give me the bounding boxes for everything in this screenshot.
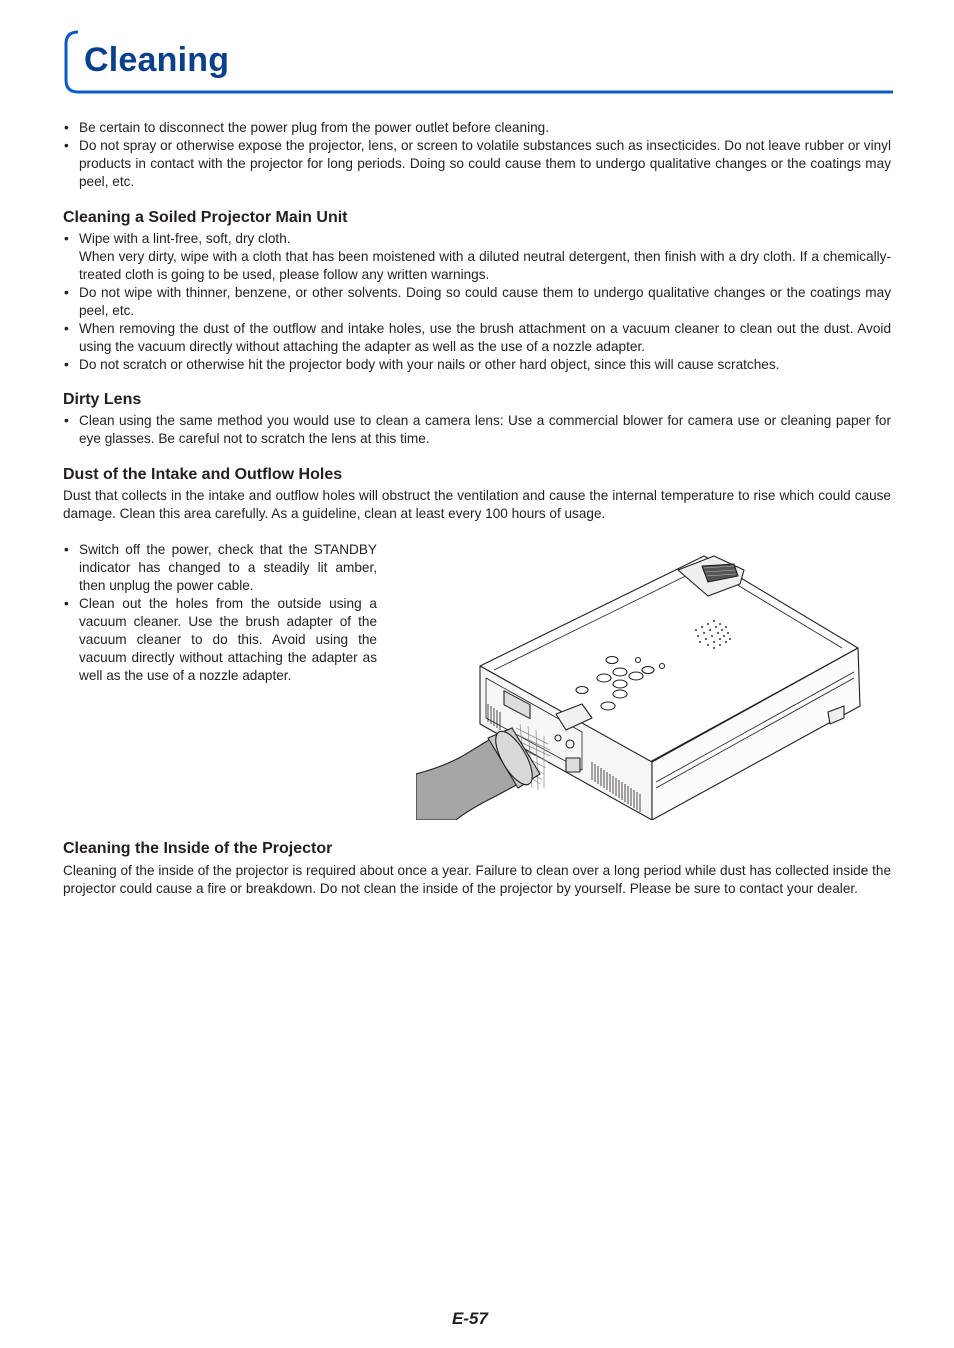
list-item: • Do not scratch or otherwise hit the projector body with your nails or other hard object, since this will cause scratches.	[63, 356, 891, 374]
dust-holes-paragraph-block	[63, 487, 891, 523]
list-item: • Clean using the same method you would use to clean a camera lens: Use a commercial blower for camera use or cleaning paper for eye glasses. Be careful not to scratch the lens at this time.	[63, 412, 891, 448]
inside-paragraph: Cleaning of the inside of the projector is required about once a year. Failure to clean over a long period while dust has collected inside the projector could cause a fire or breakdown. Do not clean the inside of the projector by yourself. Please be sure to contact your dealer.	[63, 863, 891, 896]
section-heading-dust-holes: Dust of the Intake and Outflow Holes	[63, 466, 343, 483]
intro-section	[63, 119, 891, 191]
inside-section	[63, 862, 891, 898]
list-item: • When removing the dust of the outflow and intake holes, use the brush attachment on a vacuum cleaner to clean out the dust. Avoid using the vacuum directly without attaching the adapter as well as the use of a nozzle adapter.	[63, 320, 891, 356]
list-item: • Do not wipe with thinner, benzene, or other solvents. Doing so could cause them to undergo qualitative changes or the coatings may peel, etc.	[63, 284, 891, 320]
section-heading-main-unit: Cleaning a Soiled Projector Main Unit	[63, 209, 348, 226]
list-item: • Switch off the power, check that the STANDBY indicator has changed to a steadily lit amber, then unplug the power cable.	[63, 541, 377, 595]
projector-vacuum-illustration	[416, 548, 864, 820]
section-heading-dirty-lens: Dirty Lens	[63, 391, 142, 408]
list-item	[63, 230, 891, 284]
list-item-line: • Wipe with a lint-free, soft, dry cloth.	[79, 231, 291, 246]
title-box	[64, 30, 893, 94]
section-heading-inside: Cleaning the Inside of the Projector	[63, 840, 333, 857]
dirty-lens-section	[63, 412, 891, 448]
dust-holes-steps	[63, 541, 377, 685]
list-item: • Be certain to disconnect the power plug from the power outlet before cleaning.	[63, 119, 891, 137]
main-unit-section	[63, 230, 891, 374]
list-item-line: When very dirty, wipe with a cloth that has been moistened with a diluted neutral detergent, then finish with a dry cloth. If a chemically-treated cloth is going to be used, please follow any written warnings.	[79, 249, 891, 282]
list-item: • Do not spray or otherwise expose the projector, lens, or screen to volatile substances such as insecticides. Do not leave rubber or vinyl products in contact with the projector for long periods. Doing so could cause them to undergo qualitative changes or the coatings may peel, etc.	[63, 137, 891, 191]
projector-illustration-svg	[416, 548, 864, 820]
page-number: E-57	[452, 1309, 488, 1328]
page-title: Cleaning	[84, 41, 230, 79]
dust-holes-paragraph: Dust that collects in the intake and outflow holes will obstruct the ventilation and cause the internal temperature to rise which could cause damage. Clean this area carefully. As a guideline, clean at least every 100 hours of usage.	[63, 488, 891, 521]
list-item: • Clean out the holes from the outside using a vacuum cleaner. Use the brush adapter of the vacuum cleaner to do this. Avoid using the vacuum directly without attaching the adapter as well as the use of a nozzle adapter.	[63, 595, 377, 685]
